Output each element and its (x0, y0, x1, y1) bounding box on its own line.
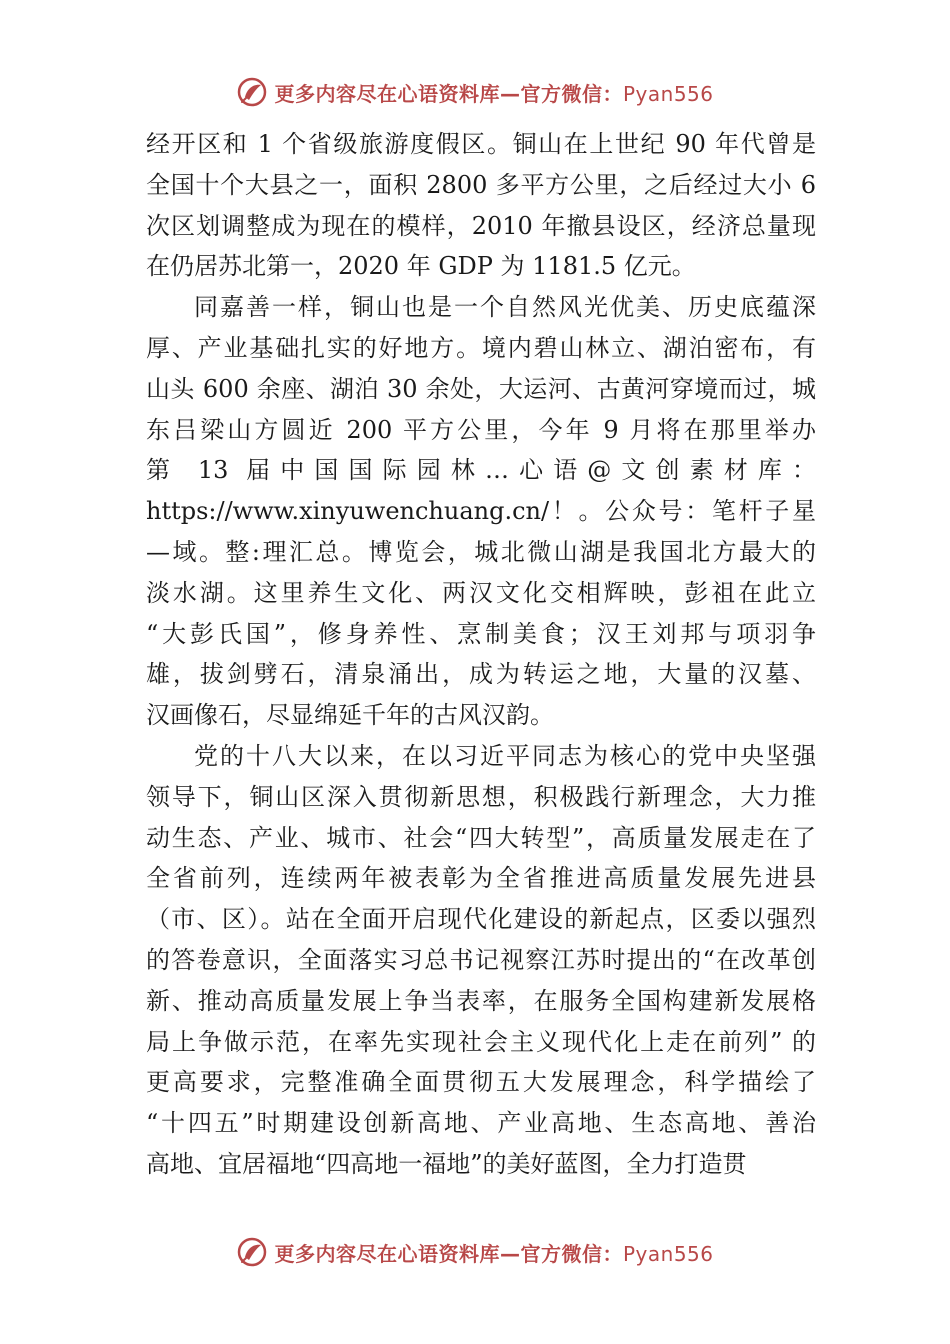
text-line: 新、推动高质量发展上争当表率，在服务全国构建新发展格 (146, 986, 816, 1015)
text-line: 经开区和 1 个省级旅游度假区。铜山在上世纪 90 年代曾是 (146, 130, 816, 158)
text-line: 全省前列，连续两年被表彰为全省推进高质量发展先进县 (146, 864, 816, 893)
footer-banner-text: 更多内容尽在心语资料库—官方微信：Pyan556 (274, 1241, 714, 1266)
paragraph (146, 287, 816, 736)
text-line: —域。整:理汇总。博览会，城北微山湖是我国北方最大的 (146, 537, 816, 566)
text-line: 山头 600 余座、湖泊 30 余处，大运河、古黄河穿境而过，城 (146, 374, 816, 403)
document-body (146, 124, 816, 1185)
text-line: 第 13 届中国国际园林…心语@文创素材库： (146, 456, 816, 485)
text-line: 党的十八大以来，在以习近平同志为核心的党中央坚强 (194, 741, 816, 770)
text-line: 淡水湖。这里养生文化、两汉文化交相辉映，彭祖在此立 (146, 578, 816, 607)
text-line: 局上争做示范，在率先实现社会主义现代化上走在前列” 的 (146, 1027, 816, 1056)
header-wechat-handle: Pyan556 (622, 81, 714, 106)
text-line: 雄，拔剑劈石，清泉涌出，成为转运之地，大量的汉墓、 (146, 660, 816, 689)
text-line: 高地、宜居福地“四高地一福地”的美好蓝图，全力打造贯 (146, 1149, 747, 1178)
text-line: 领导下，铜山区深入贯彻新思想，积极践行新理念，大力推 (146, 782, 816, 811)
text-line: 次区划调整成为现在的模样，2010 年撤县设区，经济总量现 (146, 211, 816, 240)
brand-logo-icon (236, 76, 268, 108)
text-line: 在仍居苏北第一，2020 年 GDP 为 1181.5 亿元。 (146, 252, 696, 281)
text-line: https://www.xinyuwenchuang.cn/！。公众号：笔杆子星 (146, 497, 816, 526)
text-line: （市、区）。站在全面开启现代化建设的新起点，区委以强烈 (146, 905, 816, 934)
text-line: 东吕梁山方圆近 200 平方公里，今年 9 月将在那里举办 (146, 415, 816, 444)
paragraph (146, 736, 816, 1185)
text-line: 动生态、产业、城市、社会“四大转型”，高质量发展走在了 (146, 823, 816, 852)
text-line: 同嘉善一样，铜山也是一个自然风光优美、历史底蕴深 (194, 293, 816, 322)
text-line: 汉画像石，尽显绵延千年的古风汉韵。 (146, 701, 554, 730)
footer-banner (0, 1232, 950, 1272)
text-line: “大彭氏国”，修身养性、烹制美食；汉王刘邦与项羽争 (146, 619, 816, 648)
header-banner-text: 更多内容尽在心语资料库—官方微信：Pyan556 (274, 81, 714, 106)
text-line: 厚、产业基础扎实的好地方。境内碧山林立、湖泊密布，有 (146, 333, 816, 362)
brand-logo-icon (236, 1236, 268, 1268)
text-line: 的答卷意识，全面落实习总书记视察江苏时提出的“在改革创 (146, 945, 816, 974)
text-line: 更高要求，完整准确全面贯彻五大发展理念，科学描绘了 (146, 1068, 816, 1097)
text-line: 全国十个大县之一，面积 2800 多平方公里，之后经过大小 6 (146, 170, 816, 199)
header-banner (0, 72, 950, 112)
paragraph (146, 124, 816, 287)
text-line: “十四五”时期建设创新高地、产业高地、生态高地、善治 (146, 1109, 816, 1138)
footer-wechat-handle: Pyan556 (622, 1241, 714, 1266)
